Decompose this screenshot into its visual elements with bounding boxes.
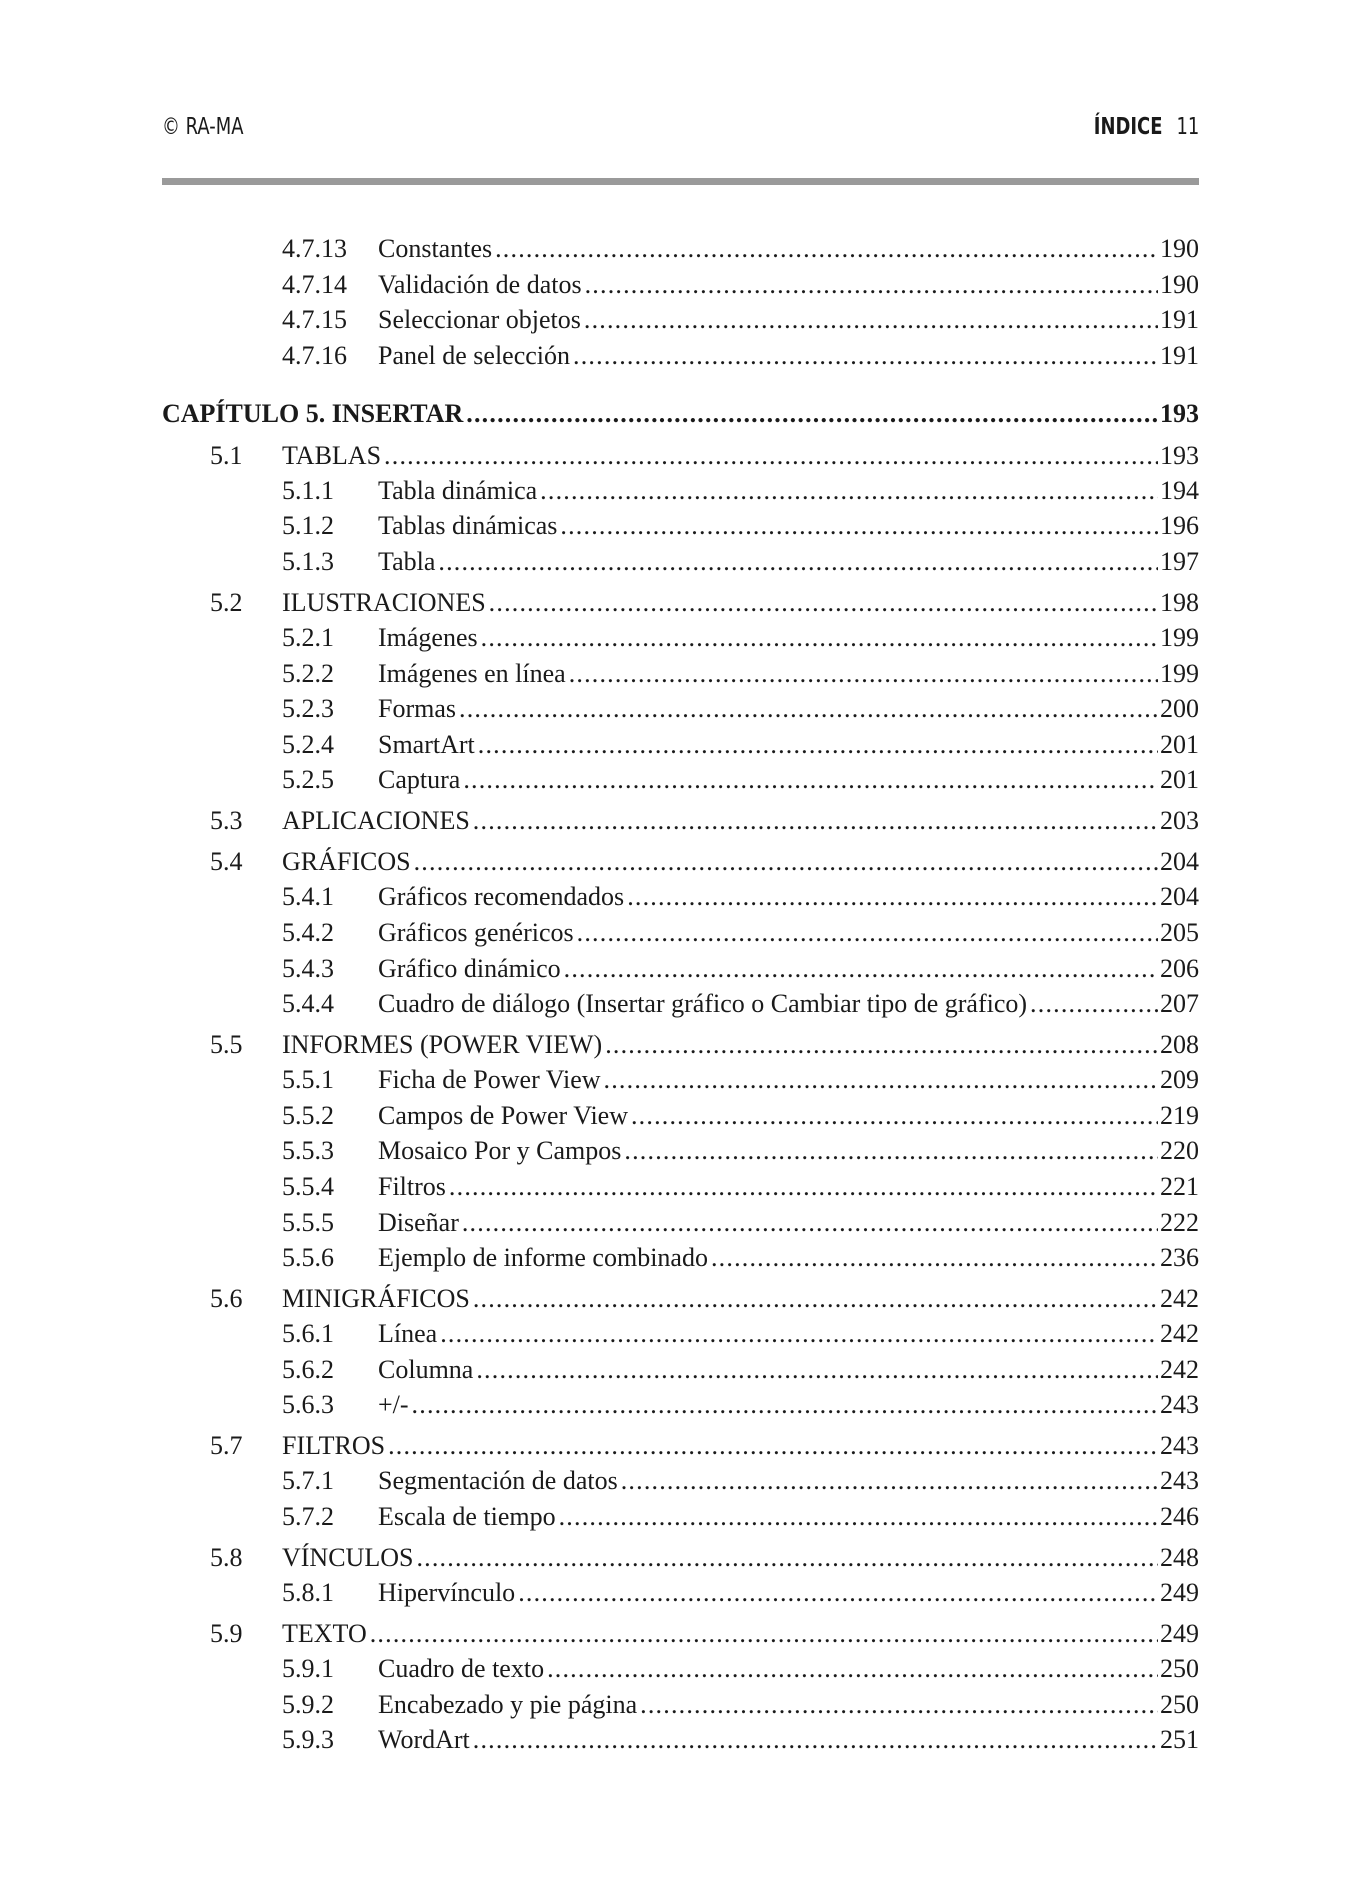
toc-entry-title: Ejemplo de informe combinado (378, 1243, 708, 1272)
toc-entry-line (378, 509, 1199, 543)
toc-entry-line (378, 916, 1199, 950)
toc-entry-number: 4.7.15 (282, 305, 347, 334)
toc-entry-title: Hipervínculo (378, 1578, 516, 1607)
toc-subsection-entry[interactable] (162, 545, 1199, 579)
toc-dot-leader (627, 880, 1158, 914)
toc-entry-line (378, 339, 1199, 373)
toc-entry-title: Gráficos genéricos (378, 918, 574, 947)
toc-entry-number: 5.2.5 (282, 765, 334, 794)
toc-subsection-entry[interactable] (162, 1388, 1199, 1422)
toc-entry-line (282, 439, 1199, 473)
toc-entry-title: MINIGRÁFICOS (282, 1284, 470, 1313)
toc-entry-line (378, 232, 1199, 266)
toc-dot-leader (631, 1099, 1158, 1133)
toc-entry-number: 5.5.5 (282, 1208, 334, 1237)
toc-subsection-entry[interactable] (162, 1353, 1199, 1387)
toc-entry-line (378, 1652, 1199, 1686)
toc-entry-line (378, 1723, 1199, 1757)
toc-entry-page: 250 (1160, 1690, 1199, 1719)
toc-entry-page: 199 (1160, 623, 1199, 652)
toc-entry-number: 5.1.3 (282, 547, 334, 576)
toc-subsection-entry[interactable] (162, 1099, 1199, 1133)
toc-entry-number: 5.8.1 (282, 1578, 334, 1607)
toc-entry-title: Mosaico Por y Campos (378, 1136, 622, 1165)
toc-entry-title: Encabezado y pie página (378, 1690, 638, 1719)
toc-dot-leader (473, 1723, 1158, 1757)
toc-entry-number: 5.4.3 (282, 954, 334, 983)
toc-subsection-entry[interactable] (162, 1464, 1199, 1498)
toc-dot-leader (463, 763, 1158, 797)
toc-entry-page: 193 (1160, 441, 1199, 470)
toc-entry-title: VÍNCULOS (282, 1543, 414, 1572)
page-header (162, 114, 1199, 154)
toc-dot-leader (540, 474, 1158, 508)
toc-entry-line (378, 1206, 1199, 1240)
toc-entry-line (378, 1317, 1199, 1351)
toc-entry-page: 250 (1160, 1654, 1199, 1683)
toc-entry-page: 196 (1160, 511, 1199, 540)
toc-entry-line (378, 763, 1199, 797)
toc-entry-number: 5.6.2 (282, 1355, 334, 1384)
toc-dot-leader (569, 657, 1158, 691)
page-number: 11 (1176, 114, 1199, 140)
toc-entry-title: INFORMES (POWER VIEW) (282, 1030, 603, 1059)
toc-entry-page: 191 (1160, 341, 1199, 370)
toc-subsection-entry[interactable] (162, 952, 1199, 986)
toc-subsection-entry[interactable] (162, 339, 1199, 373)
toc-entry-title: Tabla (378, 547, 436, 576)
toc-section-entry[interactable] (162, 845, 1199, 879)
toc-dot-leader (624, 1134, 1158, 1168)
toc-entry-number: 5.5.2 (282, 1101, 334, 1130)
toc-entry-page: 249 (1160, 1578, 1199, 1607)
toc-dot-leader (495, 232, 1158, 266)
toc-subsection-entry[interactable] (162, 692, 1199, 726)
toc-entry-title: Línea (378, 1319, 438, 1348)
toc-subsection-entry[interactable] (162, 987, 1199, 1021)
toc-entry-number: 5.6 (210, 1284, 243, 1313)
toc-dot-leader (459, 692, 1158, 726)
toc-entry-number: 5.7.2 (282, 1502, 334, 1531)
toc-entry-page: 221 (1160, 1172, 1199, 1201)
toc-entry-title: Filtros (378, 1172, 446, 1201)
toc-entry-number: 5.2.1 (282, 623, 334, 652)
toc-entry-page: 242 (1160, 1355, 1199, 1384)
toc-entry-title: Tablas dinámicas (378, 511, 558, 540)
toc-dot-leader (473, 804, 1158, 838)
toc-entry-number: 5.4 (210, 847, 243, 876)
toc-subsection-entry[interactable] (162, 1652, 1199, 1686)
toc-entry-title: Captura (378, 765, 461, 794)
toc-entry-title: CAPÍTULO 5. INSERTAR (162, 399, 464, 428)
header-rule (162, 178, 1199, 185)
toc-entry-page: 249 (1160, 1619, 1199, 1648)
toc-entry-page: 193 (1160, 399, 1199, 428)
toc-entry-title: Validación de datos (378, 270, 582, 299)
toc-entry-page: 243 (1160, 1466, 1199, 1495)
toc-section-entry[interactable] (162, 1429, 1199, 1463)
toc-entry-line (378, 1464, 1199, 1498)
toc-entry-line (378, 1388, 1199, 1422)
toc-entry-number: 5.1.2 (282, 511, 334, 540)
toc-entry-line (282, 845, 1199, 879)
toc-entry-title: Ficha de Power View (378, 1065, 601, 1094)
toc-section-entry[interactable] (162, 1282, 1199, 1316)
toc-dot-leader (466, 397, 1158, 431)
toc-entry-line (162, 397, 1199, 431)
toc-entry-page: 220 (1160, 1136, 1199, 1165)
toc-section-entry[interactable] (162, 1028, 1199, 1062)
toc-entry-page: 207 (1160, 989, 1199, 1018)
toc-entry-title: Campos de Power View (378, 1101, 628, 1130)
toc-dot-leader (573, 339, 1158, 373)
toc-dot-leader (449, 1170, 1158, 1204)
toc-entry-title: +/- (378, 1390, 409, 1419)
toc-dot-leader (438, 545, 1158, 579)
toc-entry-number: 5.1.1 (282, 476, 334, 505)
toc-entry-title: Escala de tiempo (378, 1502, 556, 1531)
toc-entry-line (378, 1576, 1199, 1610)
toc-dot-leader (604, 1063, 1158, 1097)
toc-entry-number: 5.1 (210, 441, 243, 470)
toc-subsection-entry[interactable] (162, 1317, 1199, 1351)
toc-subsection-entry[interactable] (162, 880, 1199, 914)
toc-subsection-entry[interactable] (162, 268, 1199, 302)
toc-entry-number: 5.9.2 (282, 1690, 334, 1719)
toc-subsection-entry[interactable] (162, 509, 1199, 543)
toc-entry-line (378, 1063, 1199, 1097)
toc-entry-title: Segmentación de datos (378, 1466, 618, 1495)
toc-entry-line (378, 1099, 1199, 1133)
toc-dot-leader (605, 1028, 1158, 1062)
toc-entry-page: 199 (1160, 659, 1199, 688)
toc-entry-number: 5.5.4 (282, 1172, 334, 1201)
toc-entry-line (378, 692, 1199, 726)
toc-entry-number: 5.2.3 (282, 694, 334, 723)
toc-entry-title: Diseñar (378, 1208, 459, 1237)
toc-subsection-entry[interactable] (162, 763, 1199, 797)
toc-subsection-entry[interactable] (162, 728, 1199, 762)
toc-section-entry[interactable] (162, 1541, 1199, 1575)
toc-entry-line (378, 657, 1199, 691)
toc-entry-line (378, 1353, 1199, 1387)
toc-entry-line (378, 952, 1199, 986)
toc-entry-number: 5.5.6 (282, 1243, 334, 1272)
toc-entry-line (282, 1617, 1199, 1651)
toc-dot-leader (384, 439, 1158, 473)
toc-entry-line (378, 1170, 1199, 1204)
toc-entry-page: 243 (1160, 1390, 1199, 1419)
toc-entry-page: 194 (1160, 476, 1199, 505)
toc-dot-leader (370, 1617, 1158, 1651)
toc-entry-number: 5.9.1 (282, 1654, 334, 1683)
toc-dot-leader (560, 509, 1158, 543)
toc-entry-number: 5.9 (210, 1619, 243, 1648)
toc-entry-page: 222 (1160, 1208, 1199, 1237)
toc-entry-page: 236 (1160, 1243, 1199, 1272)
toc-dot-leader (414, 845, 1158, 879)
toc-entry-page: 251 (1160, 1725, 1199, 1754)
toc-section-entry[interactable] (162, 586, 1199, 620)
toc-subsection-entry[interactable] (162, 1134, 1199, 1168)
toc-entry-number: 5.4.2 (282, 918, 334, 947)
toc-entry-number: 4.7.13 (282, 234, 347, 263)
toc-entry-number: 5.7 (210, 1431, 243, 1460)
toc-subsection-entry[interactable] (162, 916, 1199, 950)
toc-entry-title: Imágenes (378, 623, 478, 652)
toc-dot-leader (416, 1541, 1158, 1575)
toc-entry-number: 5.2.2 (282, 659, 334, 688)
toc-entry-page: 191 (1160, 305, 1199, 334)
toc-entry-number: 5.4.4 (282, 989, 334, 1018)
toc-entry-title: ILUSTRACIONES (282, 588, 486, 617)
toc-dot-leader (412, 1388, 1158, 1422)
toc-entry-page: 197 (1160, 547, 1199, 576)
toc-entry-title: WordArt (378, 1725, 470, 1754)
toc-entry-line (378, 268, 1199, 302)
toc-entry-number: 5.6.3 (282, 1390, 334, 1419)
toc-dot-leader (640, 1688, 1158, 1722)
toc-entry-line (378, 545, 1199, 579)
toc-subsection-entry[interactable] (162, 1170, 1199, 1204)
toc-entry-page: 206 (1160, 954, 1199, 983)
toc-entry-title: GRÁFICOS (282, 847, 411, 876)
toc-dot-leader (577, 916, 1158, 950)
toc-subsection-entry[interactable] (162, 1688, 1199, 1722)
section-title: ÍNDICE (1093, 114, 1163, 140)
toc-entry-number: 5.6.1 (282, 1319, 334, 1348)
toc-entry-line (378, 987, 1199, 1021)
toc-entry-page: 242 (1160, 1284, 1199, 1313)
toc-dot-leader (585, 268, 1158, 302)
toc-entry-page: 190 (1160, 270, 1199, 299)
toc-dot-leader (481, 621, 1158, 655)
toc-subsection-entry[interactable] (162, 1576, 1199, 1610)
toc-section-entry[interactable] (162, 804, 1199, 838)
toc-entry-number: 5.2.4 (282, 730, 334, 759)
toc-entry-title: Formas (378, 694, 456, 723)
toc-entry-number: 5.5.3 (282, 1136, 334, 1165)
toc-dot-leader (711, 1241, 1158, 1275)
toc-entry-number: 4.7.14 (282, 270, 347, 299)
toc-entry-title: Seleccionar objetos (378, 305, 581, 334)
toc-entry-line (282, 1282, 1199, 1316)
toc-dot-leader (1030, 987, 1158, 1021)
toc-entry-page: 204 (1160, 882, 1199, 911)
toc-entry-page: 243 (1160, 1431, 1199, 1460)
toc-entry-line (378, 474, 1199, 508)
toc-entry-line (282, 586, 1199, 620)
toc-entry-title: TABLAS (282, 441, 382, 470)
toc-entry-page: 219 (1160, 1101, 1199, 1130)
toc-subsection-entry[interactable] (162, 232, 1199, 266)
toc-entry-title: APLICACIONES (282, 806, 470, 835)
toc-dot-leader (440, 1317, 1158, 1351)
toc-entry-page: 203 (1160, 806, 1199, 835)
toc-section-entry[interactable] (162, 1617, 1199, 1651)
toc-entry-page: 242 (1160, 1319, 1199, 1348)
toc-section-entry[interactable] (162, 439, 1199, 473)
toc-entry-number: 5.7.1 (282, 1466, 334, 1495)
toc-entry-page: 201 (1160, 730, 1199, 759)
toc-entry-page: 248 (1160, 1543, 1199, 1572)
toc-entry-line (282, 1028, 1199, 1062)
toc-entry-page: 201 (1160, 765, 1199, 794)
toc-entry-title: Panel de selección (378, 341, 571, 370)
toc-entry-line (282, 804, 1199, 838)
toc-entry-title: Imágenes en línea (378, 659, 566, 688)
toc-chapter-entry[interactable] (162, 397, 1199, 431)
toc-entry-page: 205 (1160, 918, 1199, 947)
toc-entry-line (378, 1241, 1199, 1275)
toc-entry-number: 5.5 (210, 1030, 243, 1059)
toc-entry-line (282, 1429, 1199, 1463)
toc-entry-title: TEXTO (282, 1619, 367, 1648)
toc-entry-title: Cuadro de texto (378, 1654, 545, 1683)
toc-entry-page: 209 (1160, 1065, 1199, 1094)
toc-dot-leader (478, 728, 1158, 762)
toc-dot-leader (518, 1576, 1158, 1610)
toc-entry-line (378, 1688, 1199, 1722)
toc-dot-leader (621, 1464, 1158, 1498)
toc-entry-line (378, 1500, 1199, 1534)
toc-entry-title: Gráfico dinámico (378, 954, 561, 983)
publisher-label: © RA-MA (162, 114, 244, 140)
toc-dot-leader (547, 1652, 1158, 1686)
toc-entry-page: 190 (1160, 234, 1199, 263)
toc-entry-title: Gráficos recomendados (378, 882, 625, 911)
toc-entry-number: 5.8 (210, 1543, 243, 1572)
toc-dot-leader (564, 952, 1158, 986)
toc-entry-number: 5.5.1 (282, 1065, 334, 1094)
toc-subsection-entry[interactable] (162, 1723, 1199, 1757)
toc-entry-page: 200 (1160, 694, 1199, 723)
toc-subsection-entry[interactable] (162, 474, 1199, 508)
toc-entry-number: 5.9.3 (282, 1725, 334, 1754)
toc-dot-leader (388, 1429, 1158, 1463)
toc-entry-page: 204 (1160, 847, 1199, 876)
toc-entry-line (378, 1134, 1199, 1168)
toc-entry-number: 5.3 (210, 806, 243, 835)
toc-entry-title: Columna (378, 1355, 474, 1384)
toc-subsection-entry[interactable] (162, 1206, 1199, 1240)
toc-entry-title: SmartArt (378, 730, 475, 759)
toc-subsection-entry[interactable] (162, 1500, 1199, 1534)
toc-entry-page: 198 (1160, 588, 1199, 617)
toc-dot-leader (462, 1206, 1158, 1240)
toc-subsection-entry[interactable] (162, 657, 1199, 691)
toc-entry-number: 5.4.1 (282, 882, 334, 911)
toc-entry-line (378, 303, 1199, 337)
toc-entry-line (378, 880, 1199, 914)
toc-subsection-entry[interactable] (162, 621, 1199, 655)
toc-entry-line (378, 621, 1199, 655)
toc-dot-leader (489, 586, 1158, 620)
toc-entry-title: Tabla dinámica (378, 476, 538, 505)
toc-entry-title: FILTROS (282, 1431, 386, 1460)
toc-entry-number: 5.2 (210, 588, 243, 617)
toc-dot-leader (584, 303, 1158, 337)
toc-subsection-entry[interactable] (162, 1063, 1199, 1097)
toc-dot-leader (473, 1282, 1158, 1316)
toc-dot-leader (476, 1353, 1158, 1387)
toc-entry-title: Cuadro de diálogo (Insertar gráfico o Cambiar tipo de gráfico) (378, 989, 1028, 1018)
toc-entry-line (282, 1541, 1199, 1575)
toc-entry-page: 246 (1160, 1502, 1199, 1531)
running-head (1093, 114, 1199, 140)
toc-entry-number: 4.7.16 (282, 341, 347, 370)
toc-entry-title: Constantes (378, 234, 493, 263)
toc-entry-line (378, 728, 1199, 762)
toc-subsection-entry[interactable] (162, 1241, 1199, 1275)
toc-entry-page: 208 (1160, 1030, 1199, 1059)
toc-dot-leader (559, 1500, 1158, 1534)
toc-subsection-entry[interactable] (162, 303, 1199, 337)
